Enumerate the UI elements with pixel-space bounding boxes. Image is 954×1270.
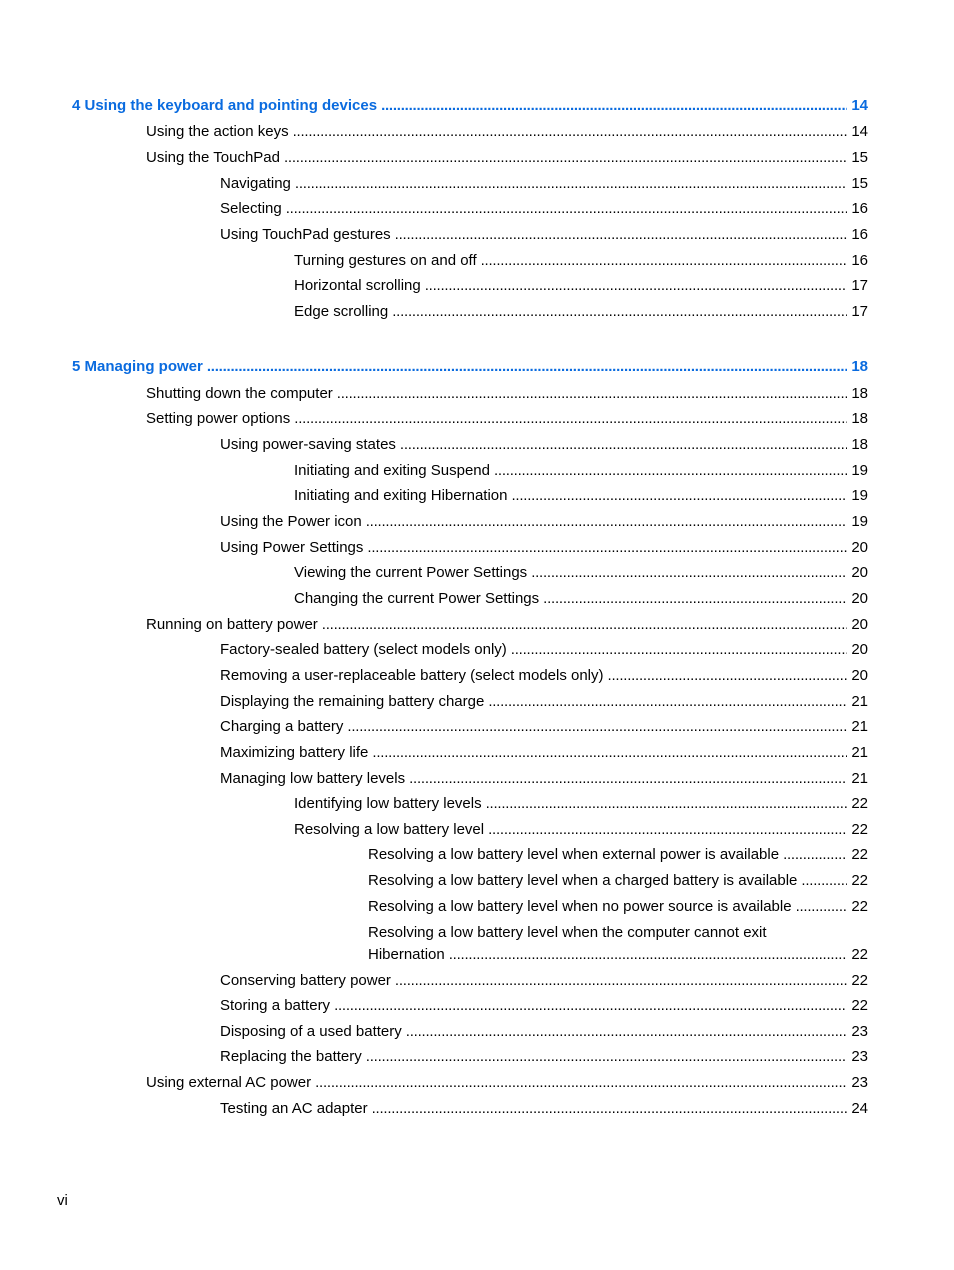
toc-entry-title: Using TouchPad gestures: [220, 226, 391, 243]
toc-page-number: 17: [851, 277, 868, 294]
toc-entry-title: Resolving a low battery level when a charged battery is available: [368, 872, 798, 889]
toc-entry-title: Turning gestures on and off: [294, 252, 477, 269]
toc-entry-title: Displaying the remaining battery charge: [220, 693, 485, 710]
dot-leader: [295, 173, 847, 195]
dot-leader: [207, 356, 847, 378]
dot-leader: [347, 716, 847, 738]
dot-leader: [366, 1046, 848, 1068]
toc-entry[interactable]: [368, 844, 868, 866]
toc-entry-title-line-1[interactable]: Resolving a low battery level when the computer cannot exit: [368, 924, 767, 941]
toc-page-number: 20: [851, 564, 868, 581]
toc-page-number: 20: [851, 641, 868, 658]
toc-entry[interactable]: [220, 434, 868, 456]
toc-entry[interactable]: [294, 588, 868, 610]
dot-leader: [337, 383, 848, 405]
toc-page-number: 20: [851, 667, 868, 684]
toc-entry-title: Setting power options: [146, 410, 291, 427]
toc-entry[interactable]: [220, 970, 868, 992]
dot-leader: [486, 793, 848, 815]
toc-entry[interactable]: [220, 639, 868, 661]
toc-chapter-5[interactable]: [72, 356, 868, 378]
toc-page-number: 22: [851, 821, 868, 838]
toc-entry-title: Initiating and exiting Hibernation: [294, 487, 508, 504]
dot-leader: [372, 742, 847, 764]
toc-page-number: 18: [851, 358, 868, 375]
toc-page-number: 24: [851, 1100, 868, 1117]
toc-page-number: 14: [851, 97, 868, 114]
toc-entry[interactable]: [368, 870, 868, 892]
dot-leader: [286, 198, 848, 220]
dot-leader: [783, 844, 847, 866]
toc-entry[interactable]: [220, 1098, 868, 1120]
toc-page-number: 23: [851, 1048, 868, 1065]
toc-entry-title: Conserving battery power: [220, 972, 391, 989]
toc-entry-title: Hibernation: [368, 946, 445, 963]
toc-page-number: 19: [851, 462, 868, 479]
toc-entry[interactable]: [294, 793, 868, 815]
toc-entry-title: Edge scrolling: [294, 303, 389, 320]
toc-entry[interactable]: [368, 896, 868, 918]
toc-entry[interactable]: [220, 768, 868, 790]
toc-entry[interactable]: [220, 1046, 868, 1068]
toc-entry-title: Using the TouchPad: [146, 149, 280, 166]
toc-entry-title: Using the Power icon: [220, 513, 362, 530]
toc-entry-title: Using Power Settings: [220, 539, 364, 556]
toc-page-number: 22: [851, 946, 868, 963]
toc-page-number: 23: [851, 1023, 868, 1040]
toc-entry-title: 4 Using the keyboard and pointing devices: [72, 97, 378, 114]
toc-entry-title: Replacing the battery: [220, 1048, 362, 1065]
dot-leader: [400, 434, 847, 456]
dot-leader: [608, 665, 848, 687]
toc-entry[interactable]: [294, 485, 868, 507]
dot-leader: [372, 1098, 848, 1120]
dot-leader: [366, 511, 848, 533]
dot-leader: [293, 121, 848, 143]
toc-entry[interactable]: [294, 562, 868, 584]
toc-entry[interactable]: [146, 614, 868, 636]
dot-leader: [511, 485, 847, 507]
dot-leader: [449, 944, 848, 966]
toc-entry-title: Testing an AC adapter: [220, 1100, 368, 1117]
dot-leader: [294, 408, 847, 430]
toc-page-number: 15: [851, 175, 868, 192]
dot-leader: [367, 537, 847, 559]
dot-leader: [406, 1021, 848, 1043]
toc-entry[interactable]: [294, 275, 868, 297]
dot-leader: [425, 275, 848, 297]
dot-leader: [481, 250, 848, 272]
dot-leader: [801, 870, 847, 892]
dot-leader: [381, 95, 847, 117]
dot-leader: [796, 896, 848, 918]
toc-entry-title: Changing the current Power Settings: [294, 590, 540, 607]
toc-entry[interactable]: [220, 716, 868, 738]
dot-leader: [531, 562, 847, 584]
toc-entry[interactable]: [220, 198, 868, 220]
toc-page-number: 19: [851, 487, 868, 504]
toc-entry[interactable]: [220, 995, 868, 1017]
toc-entry[interactable]: [146, 383, 868, 405]
toc-entry[interactable]: [294, 460, 868, 482]
toc-page-number: 21: [851, 744, 868, 761]
toc-entry[interactable]: [220, 1021, 868, 1043]
toc-entry-title: Viewing the current Power Settings: [294, 564, 528, 581]
toc-entry-title: Using the action keys: [146, 123, 289, 140]
toc-page-number: 22: [851, 898, 868, 915]
dot-leader: [315, 1072, 847, 1094]
toc-page-number: 18: [851, 436, 868, 453]
toc-entry-title: Removing a user-replaceable battery (select models only): [220, 667, 604, 684]
toc-page-number: 16: [851, 226, 868, 243]
dot-leader: [543, 588, 847, 610]
page-number-footer: vi: [57, 1192, 68, 1209]
toc-entry-title: Charging a battery: [220, 718, 344, 735]
dot-leader: [322, 614, 848, 636]
toc-entry-title: Managing low battery levels: [220, 770, 406, 787]
toc-page-number: 17: [851, 303, 868, 320]
toc-entry[interactable]: [220, 665, 868, 687]
toc-entry[interactable]: [220, 173, 868, 195]
dot-leader: [284, 147, 847, 169]
toc-entry-title: Resolving a low battery level when no power source is available: [368, 898, 792, 915]
toc-entry[interactable]: [146, 121, 868, 143]
toc-page-number: 22: [851, 997, 868, 1014]
toc-entry[interactable]: [294, 301, 868, 323]
toc-page-number: 19: [851, 513, 868, 530]
dot-leader: [392, 301, 847, 323]
toc-entry-title: Initiating and exiting Suspend: [294, 462, 490, 479]
dot-leader: [395, 970, 847, 992]
dot-leader: [488, 691, 847, 713]
toc-page-number: 21: [851, 693, 868, 710]
toc-entry-title: Using power-saving states: [220, 436, 396, 453]
toc-entry[interactable]: [220, 224, 868, 246]
toc-entry[interactable]: [220, 537, 868, 559]
toc-page-number: 20: [851, 539, 868, 556]
toc-entry-title: Shutting down the computer: [146, 385, 333, 402]
toc-page-number: 18: [851, 385, 868, 402]
toc-entry-title: Resolving a low battery level when external power is available: [368, 846, 780, 863]
toc-page-number: 23: [851, 1074, 868, 1091]
toc-entry[interactable]: [146, 1072, 868, 1094]
toc-page-number: 21: [851, 770, 868, 787]
toc-entry[interactable]: [220, 742, 868, 764]
toc-entry-title: 5 Managing power: [72, 358, 203, 375]
toc-entry[interactable]: [294, 250, 868, 272]
toc-entry-title: Running on battery power: [146, 616, 318, 633]
toc-page-number: 14: [851, 123, 868, 140]
toc-entry-title: Storing a battery: [220, 997, 331, 1014]
toc-entry[interactable]: [220, 511, 868, 533]
dot-leader: [395, 224, 848, 246]
toc-page-number: 16: [851, 200, 868, 217]
toc-entry-title: Identifying low battery levels: [294, 795, 482, 812]
toc-page-number: 22: [851, 972, 868, 989]
dot-leader: [488, 819, 847, 841]
toc-entry-title: Horizontal scrolling: [294, 277, 421, 294]
toc-page-number: 22: [851, 846, 868, 863]
toc-entry[interactable]: [220, 691, 868, 713]
toc-entry-title: Navigating: [220, 175, 291, 192]
toc-entry[interactable]: [146, 147, 868, 169]
toc-page-number: 20: [851, 616, 868, 633]
dot-leader: [511, 639, 848, 661]
toc-page-number: 21: [851, 718, 868, 735]
dot-leader: [409, 768, 847, 790]
toc-entry[interactable]: [368, 944, 868, 966]
toc-entry-title: Factory-sealed battery (select models only): [220, 641, 507, 658]
toc-entry-title: Resolving a low battery level: [294, 821, 485, 838]
toc-page-number: 15: [851, 149, 868, 166]
toc-page-number: 20: [851, 590, 868, 607]
toc-entry-title: Selecting: [220, 200, 282, 217]
toc-entry-title: Using external AC power: [146, 1074, 312, 1091]
toc-page-number: 22: [851, 872, 868, 889]
toc-page-number: 18: [851, 410, 868, 427]
toc-page-number: 16: [851, 252, 868, 269]
toc-entry-title: Disposing of a used battery: [220, 1023, 402, 1040]
dot-leader: [334, 995, 847, 1017]
toc-entry-title: Maximizing battery life: [220, 744, 369, 761]
toc-entry[interactable]: [294, 819, 868, 841]
toc-page-number: 22: [851, 795, 868, 812]
toc-chapter-4[interactable]: [72, 95, 868, 117]
toc-entry[interactable]: [146, 408, 868, 430]
dot-leader: [494, 460, 847, 482]
